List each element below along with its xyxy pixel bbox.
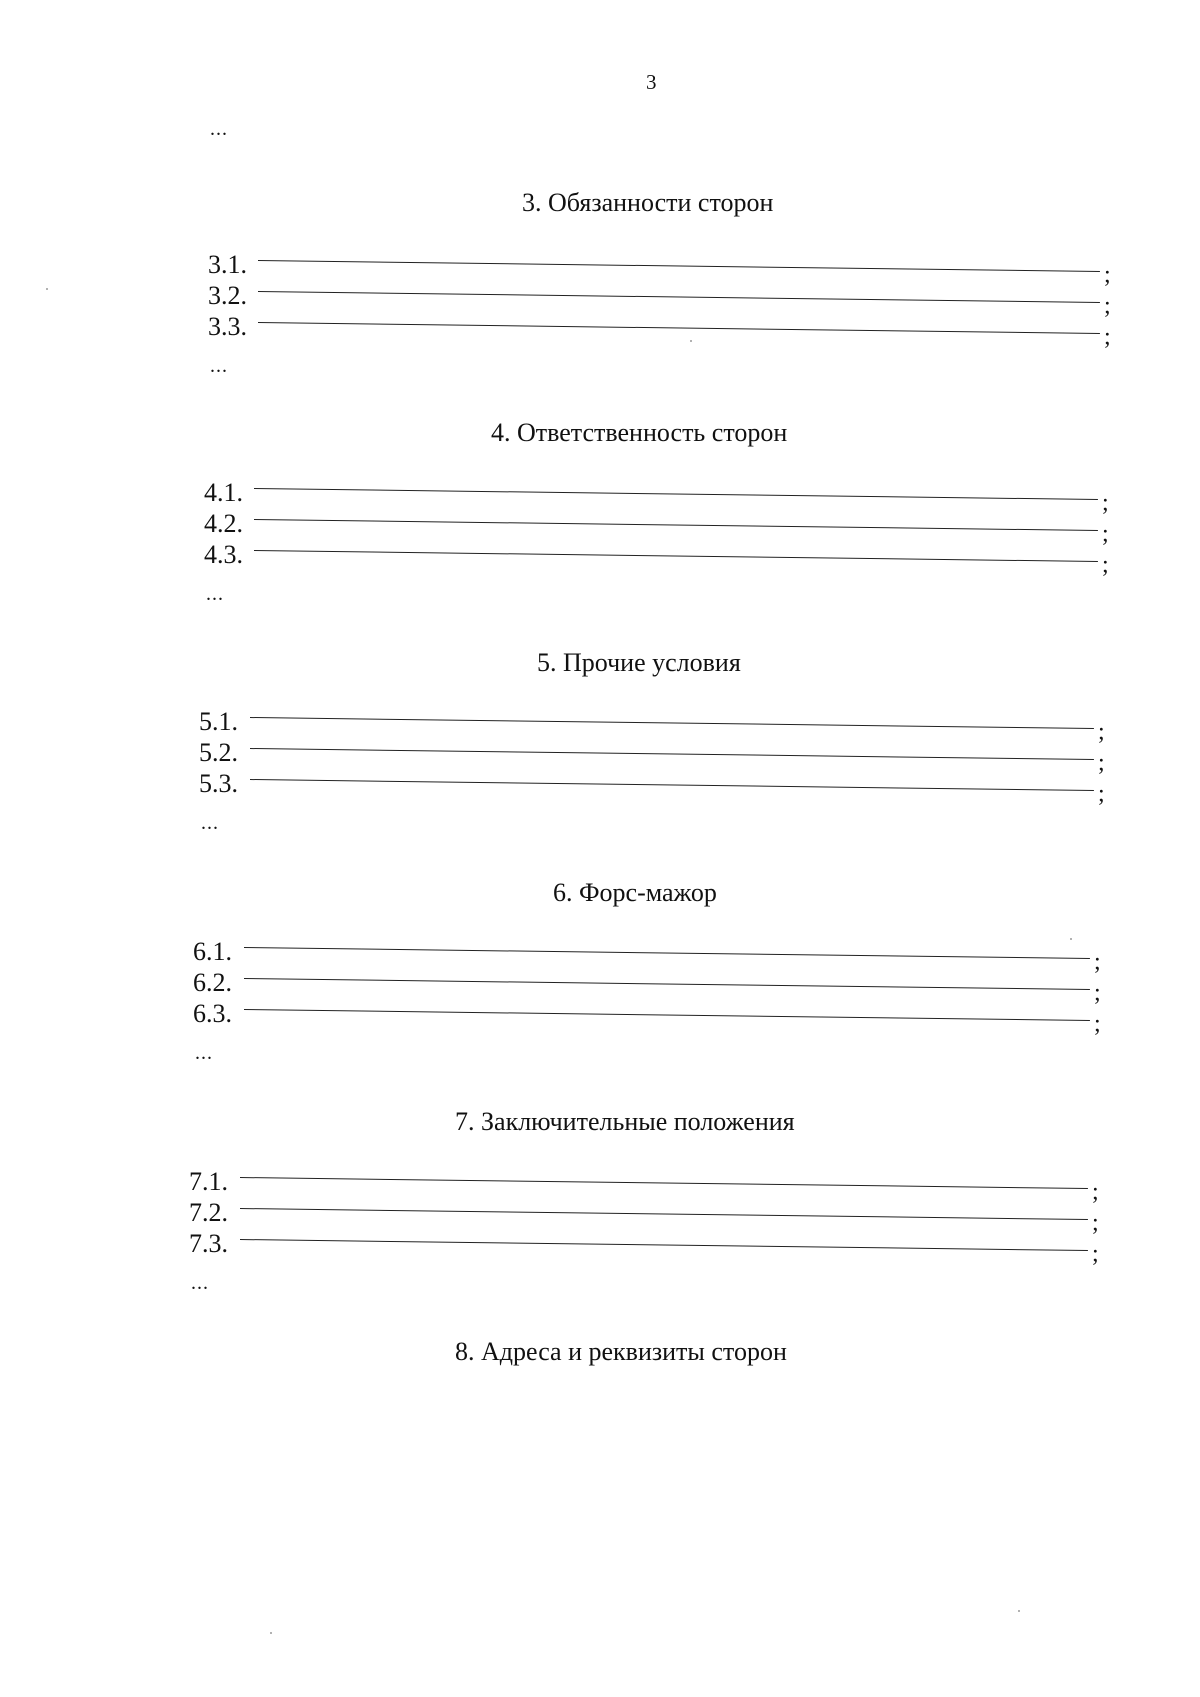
clause-number: 7.3. bbox=[189, 1229, 228, 1258]
blank-fill-line[interactable] bbox=[244, 978, 1090, 990]
clause-number: 3.1. bbox=[208, 250, 247, 279]
blank-fill-line[interactable] bbox=[240, 1239, 1088, 1251]
scan-speck bbox=[1018, 1610, 1020, 1612]
clause-number: 7.1. bbox=[189, 1167, 228, 1196]
scan-speck bbox=[690, 340, 692, 342]
section-ellipsis: ... bbox=[195, 1042, 213, 1064]
blank-fill-line[interactable] bbox=[254, 550, 1098, 562]
blank-fill-line[interactable] bbox=[254, 519, 1098, 531]
section-ellipsis: ... bbox=[206, 583, 224, 605]
blank-fill-line[interactable] bbox=[240, 1208, 1088, 1220]
clause-number: 6.3. bbox=[193, 999, 232, 1028]
clause-semicolon: ; bbox=[1092, 1241, 1099, 1267]
blank-fill-line[interactable] bbox=[250, 779, 1094, 791]
scan-speck bbox=[1070, 938, 1072, 940]
section-ellipsis: ... bbox=[191, 1272, 209, 1294]
clause-semicolon: ; bbox=[1094, 1011, 1101, 1037]
clause-semicolon: ; bbox=[1098, 781, 1105, 807]
blank-fill-line[interactable] bbox=[254, 488, 1098, 500]
section-title: 6. Форс-мажор bbox=[553, 878, 717, 907]
clause-semicolon: ; bbox=[1102, 552, 1109, 578]
clause-number: 3.2. bbox=[208, 281, 247, 310]
blank-fill-line[interactable] bbox=[250, 748, 1094, 760]
scan-speck bbox=[46, 288, 48, 290]
clause-number: 4.1. bbox=[204, 478, 243, 507]
section-ellipsis: ... bbox=[210, 355, 228, 377]
clause-semicolon: ; bbox=[1092, 1179, 1099, 1205]
clause-number: 4.3. bbox=[204, 540, 243, 569]
clause-number: 5.2. bbox=[199, 738, 238, 767]
section-title: 3. Обязанности сторон bbox=[522, 188, 774, 217]
clause-semicolon: ; bbox=[1104, 293, 1111, 319]
clause-semicolon: ; bbox=[1098, 750, 1105, 776]
scan-speck bbox=[270, 1632, 272, 1634]
section-title: 5. Прочие условия bbox=[537, 648, 741, 677]
clause-semicolon: ; bbox=[1092, 1210, 1099, 1236]
clause-number: 6.1. bbox=[193, 937, 232, 966]
clause-semicolon: ; bbox=[1102, 490, 1109, 516]
clause-number: 3.3. bbox=[208, 312, 247, 341]
blank-fill-line[interactable] bbox=[240, 1177, 1088, 1189]
section-title: 4. Ответственность сторон bbox=[491, 418, 788, 447]
blank-fill-line[interactable] bbox=[258, 291, 1100, 303]
blank-fill-line[interactable] bbox=[258, 322, 1100, 334]
clause-number: 7.2. bbox=[189, 1198, 228, 1227]
blank-fill-line[interactable] bbox=[244, 947, 1090, 959]
page-number: 3 bbox=[646, 70, 657, 94]
clause-semicolon: ; bbox=[1094, 949, 1101, 975]
clause-semicolon: ; bbox=[1102, 521, 1109, 547]
section-title: 8. Адреса и реквизиты сторон bbox=[455, 1337, 787, 1366]
blank-fill-line[interactable] bbox=[244, 1009, 1090, 1021]
top-ellipsis: ... bbox=[210, 118, 228, 140]
blank-fill-line[interactable] bbox=[258, 260, 1100, 272]
clause-semicolon: ; bbox=[1098, 719, 1105, 745]
clause-number: 5.1. bbox=[199, 707, 238, 736]
section-title: 7. Заключительные положения bbox=[455, 1107, 795, 1136]
clause-number: 4.2. bbox=[204, 509, 243, 538]
clause-semicolon: ; bbox=[1094, 980, 1101, 1006]
clause-semicolon: ; bbox=[1104, 324, 1111, 350]
blank-fill-line[interactable] bbox=[250, 717, 1094, 729]
section-ellipsis: ... bbox=[201, 812, 219, 834]
clause-semicolon: ; bbox=[1104, 262, 1111, 288]
clause-number: 5.3. bbox=[199, 769, 238, 798]
clause-number: 6.2. bbox=[193, 968, 232, 997]
